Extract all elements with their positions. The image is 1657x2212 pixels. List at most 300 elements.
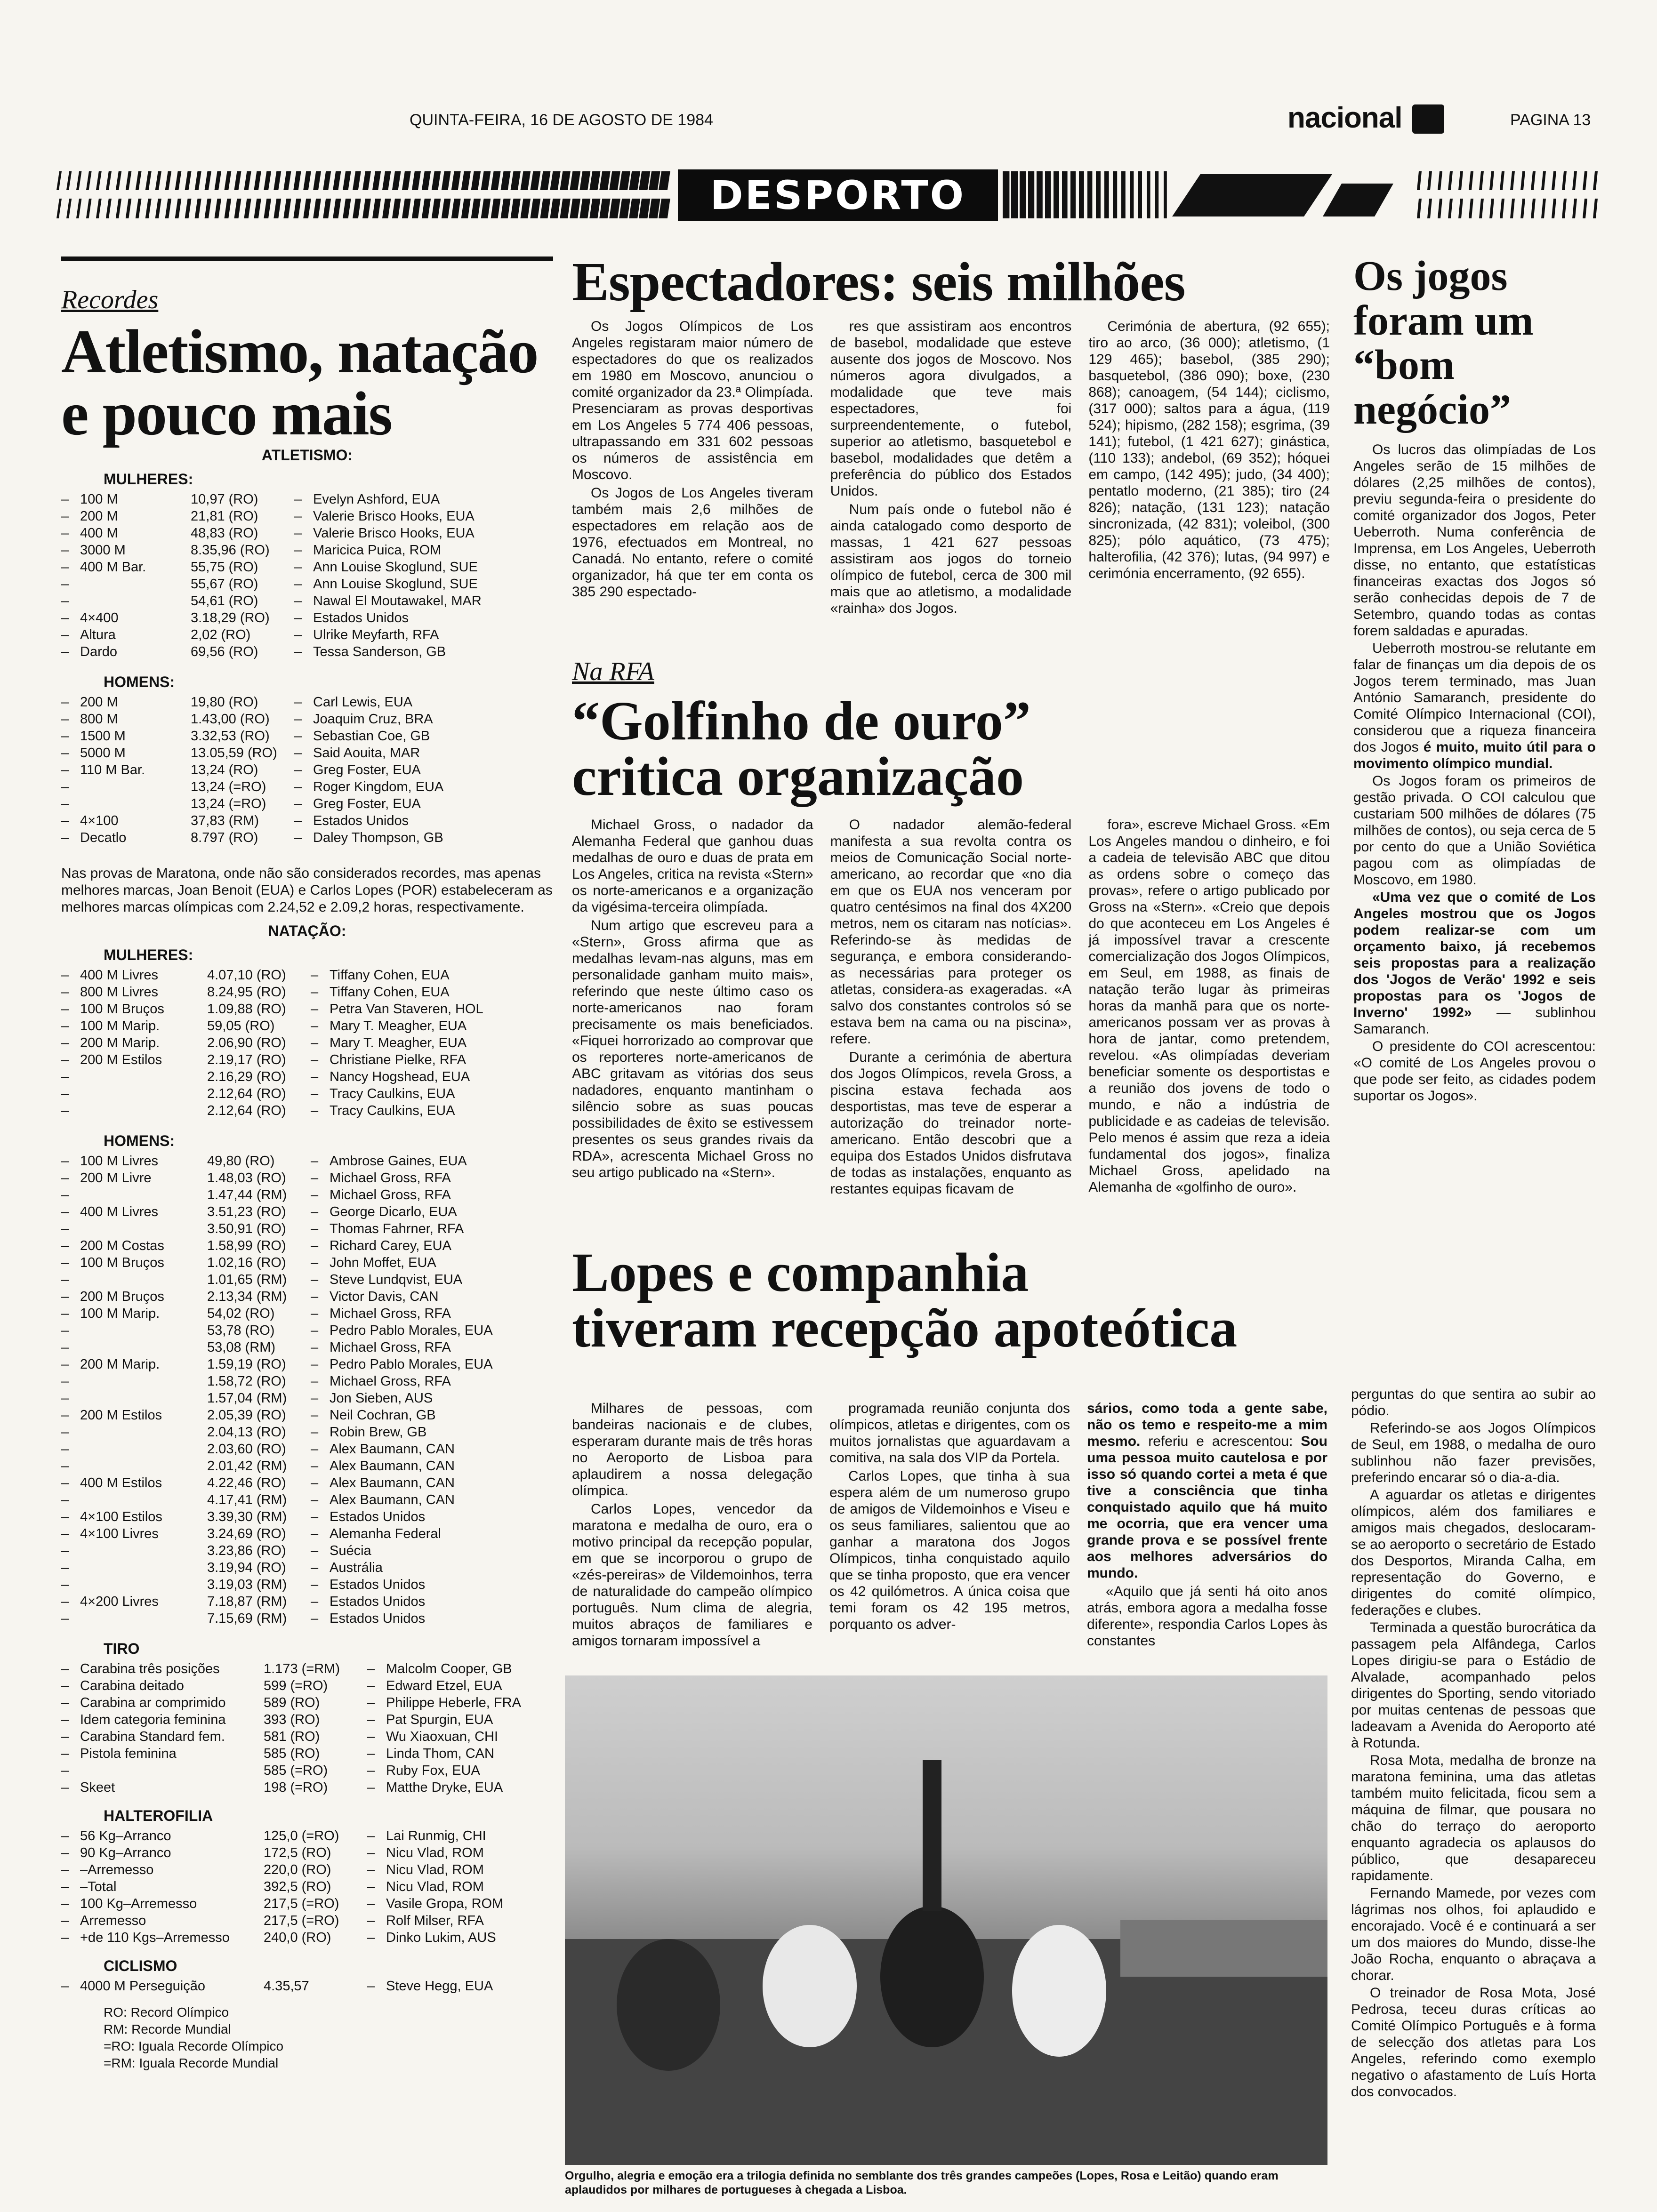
event-cell: 400 M Livres	[80, 1204, 159, 1219]
mark-cell: 125,0 (=RO)	[264, 1828, 339, 1843]
dash-cell: –	[61, 1492, 69, 1507]
dash-cell: –	[61, 1763, 69, 1778]
dash-cell: –	[311, 1086, 319, 1101]
stripe-mark	[540, 199, 550, 218]
dash-cell: –	[61, 1289, 69, 1304]
stripe-mark	[461, 171, 471, 190]
dash-cell: –	[61, 543, 69, 558]
mark-cell: 198 (=RO)	[264, 1780, 328, 1795]
legend-eq-rm: =RM: Iguala Recorde Mundial	[104, 2056, 279, 2070]
stripe-mark	[1130, 171, 1134, 218]
stripe-mark	[1062, 171, 1068, 218]
paragraph: perguntas do que sentira ao subir ao pódio.	[1351, 1387, 1596, 1419]
recordes-title-line2: e pouco mais	[61, 379, 392, 448]
dash-cell: –	[294, 830, 302, 845]
result-row	[61, 1508, 553, 1525]
athlete-cell: Maricica Puica, ROM	[313, 543, 442, 558]
recordes-article	[61, 256, 553, 2072]
stripe-mark	[501, 199, 511, 218]
dash-cell: –	[61, 1357, 69, 1372]
dash-cell: –	[61, 729, 69, 744]
negocio-title-line4: negócio”	[1353, 386, 1511, 433]
stripe-mark	[116, 171, 121, 190]
result-row	[61, 491, 553, 508]
event-cell	[80, 1576, 207, 1593]
result-row	[61, 1711, 553, 1728]
stripe-mark	[520, 199, 531, 218]
dash-cell: –	[61, 627, 69, 642]
dash-cell: –	[311, 1170, 319, 1186]
stripe-mark	[1438, 199, 1442, 218]
page-number: PAGINA 13	[1510, 111, 1591, 129]
dash-cell: –	[367, 1695, 375, 1710]
mark-cell: 220,0 (RO)	[264, 1862, 331, 1877]
athlete-cell: George Dicarlo, EUA	[330, 1204, 457, 1219]
dash-cell: –	[294, 712, 302, 727]
stripe-mark	[273, 199, 281, 218]
stripe-mark	[412, 171, 421, 190]
event-cell	[80, 1085, 207, 1102]
athlete-cell: Alex Baumann, CAN	[330, 1492, 455, 1507]
paragraph: Cerimónia de abertura, (92 655); tiro ao arco, (36 000); atletismo, (1 129 465); basebol, (385 290); basquetebol, (386 090); boxe, (230 868); canoagem, (54 144); ciclismo, (317 000); saltos para a água, (119 524); hipismo, (282 158); esgrima, (39 141); futebol, (1 421 627); ginástica, (110 133); andebol, (69 352); hóquei em campo, (142 495); judo, (34 400); pentatlo moderno, (21 385); tiro (24 826); natação, (131 123); natação sincronizada, (42 831); voleibol, (300 825); pólo aquático, (73 475); halterofilia, (42 376); lutas, (94 997) e cerimónia encerramento, (92 655).	[1088, 319, 1330, 581]
dash-cell: –	[61, 1086, 69, 1101]
lopes-col4	[1351, 1386, 1596, 2101]
athlete-cell: Philippe Heberle, FRA	[386, 1695, 521, 1710]
dash-cell: –	[61, 1475, 69, 1491]
result-row	[61, 1356, 553, 1373]
event-cell: Carabina deitado	[80, 1678, 184, 1693]
event-cell: 4×200 Livres	[80, 1594, 159, 1609]
event-cell: 5000 M	[80, 745, 126, 761]
mark-cell: 1.57,04 (RM)	[207, 1391, 287, 1406]
negocio-title-line3: “bom	[1353, 342, 1455, 388]
athlete-cell: Estados Unidos	[330, 1611, 426, 1626]
result-row	[61, 1779, 553, 1796]
stripe-mark	[599, 199, 610, 218]
stripe-mark	[1121, 171, 1126, 218]
event-cell: 3000 M	[80, 543, 126, 558]
stripe-mark	[599, 171, 610, 190]
stripe-mark	[570, 171, 580, 190]
dash-cell: –	[294, 813, 302, 828]
section-title-desporto: DESPORTO	[678, 169, 998, 221]
dash-cell: –	[61, 1442, 69, 1457]
event-cell: 4×400	[80, 610, 119, 625]
stripe-mark	[1070, 171, 1076, 218]
paragraph	[1353, 640, 1596, 772]
paragraph: Referindo-se aos Jogos Olímpicos de Seul, em 1988, o medalha de ouro sublinhou não fazer previsões, preferindo encarar só o dia-a-dia.	[1351, 1420, 1596, 1485]
athlete-cell: Daley Thompson, GB	[313, 830, 443, 845]
result-row	[61, 1170, 553, 1186]
stripe-mark	[205, 199, 211, 218]
negocio-title-line1: Os jogos	[1353, 253, 1508, 299]
stripe-mark	[1438, 171, 1442, 190]
stripe-mark	[1562, 171, 1567, 190]
result-row	[61, 1677, 553, 1694]
dash-cell: –	[61, 1879, 69, 1894]
dash-cell: –	[61, 695, 69, 710]
stripe-mark	[126, 199, 132, 218]
result-row	[61, 1929, 553, 1946]
athlete-cell: Rolf Milser, RFA	[386, 1913, 484, 1928]
dash-cell: –	[61, 745, 69, 761]
dash-cell: –	[311, 1306, 319, 1321]
dash-cell: –	[61, 1306, 69, 1321]
paragraph: Fernando Mamede, por vezes com lágrimas nos olhos, foi aplaudido e encorajado. Você é e continuará a ser um dos maiores do Mundo, disse-lhe João Rocha, enquanto o abraçava a chorar.	[1351, 1885, 1596, 1983]
stripe-mark	[1479, 171, 1484, 190]
golfinho-col1	[572, 817, 813, 1199]
stripe-mark	[1479, 199, 1484, 218]
stripe-mark	[1155, 171, 1158, 218]
mark-cell: 3.18,29 (RO)	[191, 610, 270, 625]
athlete-cell: Nancy Hogshead, EUA	[330, 1069, 470, 1084]
stripe-mark	[353, 171, 361, 190]
athlete-cell: Victor Davis, CAN	[330, 1289, 439, 1304]
stripe-mark	[244, 171, 251, 190]
stripe-mark	[481, 199, 491, 218]
stripe-mark	[106, 171, 112, 190]
result-row	[61, 694, 553, 711]
stripe-mark	[1510, 171, 1515, 190]
dash-cell: –	[61, 830, 69, 845]
athlete-cell: Ruby Fox, EUA	[386, 1763, 480, 1778]
legend-ro: RO: Record Olímpico	[104, 2005, 229, 2020]
athlete-cell: Alex Baumann, CAN	[330, 1459, 455, 1474]
event-cell	[80, 1458, 207, 1475]
natacao-homens-heading: HOMENS:	[104, 1132, 175, 1149]
stripe-mark	[540, 171, 550, 190]
stripe-mark	[1113, 171, 1117, 218]
result-row	[61, 559, 553, 576]
paragraph: O nadador alemão-federal manifesta a sua revolta contra os meios de Comunicação Social norte-americano, ao recordar que «no dia em que os EUA nos venceram por quatro centésimos na final dos 4X200 metros, nem os citaram nas notícias». Referindo-se às medidas de segurança, e embora considerando-as necessárias para proteger os atletas, considera-as exageradas. «A salvo dos constantes controlos só se estava bem na cama ou na piscina», refere.	[830, 817, 1072, 1047]
stripe-mark	[442, 199, 451, 218]
athlete-cell: Ann Louise Skoglund, SUE	[313, 577, 478, 592]
result-row	[61, 829, 553, 846]
dash-cell: –	[61, 712, 69, 727]
stripe-mark	[372, 199, 381, 218]
result-row	[61, 1018, 553, 1034]
stripe-mark	[392, 199, 401, 218]
event-cell: 56 Kg–Arranco	[80, 1828, 171, 1843]
result-row	[61, 1559, 553, 1576]
stripe-mark	[619, 199, 630, 218]
dash-cell: –	[294, 526, 302, 541]
dash-cell: –	[311, 1374, 319, 1389]
paragraph: A aguardar os atletas e dirigentes olímpicos, além dos familiares e amigos mais chegados, deslocaram-se ao aeroporto o secretário de Estado dos Desportos, Miranda Calha, em representação do Governo, e dirigentes do comité olímpico, federações e clubes.	[1351, 1487, 1596, 1618]
mark-cell: 54,61 (RO)	[191, 593, 258, 609]
stripe-mark	[649, 171, 660, 190]
dash-cell: –	[61, 1611, 69, 1626]
stripe-mark	[1458, 171, 1463, 190]
mark-cell: 1.48,03 (RO)	[207, 1170, 286, 1186]
stripe-mark	[244, 199, 251, 218]
mark-cell: 19,80 (RO)	[191, 695, 258, 710]
paragraph	[1353, 889, 1596, 1037]
dash-cell: –	[61, 1729, 69, 1744]
dash-cell: –	[367, 1678, 375, 1693]
athlete-cell: Estados Unidos	[330, 1577, 426, 1592]
stripe-mark	[1531, 199, 1536, 218]
event-cell: Carabina ar comprimido	[80, 1695, 226, 1710]
stripe-mark	[550, 171, 560, 190]
dash-cell: –	[311, 1509, 319, 1524]
dash-cell: –	[311, 1255, 319, 1270]
paragraph: Num país onde o futebol não é ainda catalogado como desporto de massas, 1 421 627 pessoas assistiram aos jogos do torneio olímpico de futebol, cerca de 300 mil mais que ao atletismo, a modalidade «rainha» dos Jogos.	[830, 502, 1072, 616]
dash-cell: –	[294, 762, 302, 777]
result-row	[61, 1475, 553, 1491]
stripe-mark	[264, 199, 271, 218]
negocio-title-line2: foram um	[1353, 297, 1534, 344]
dash-cell: –	[311, 1204, 319, 1219]
stripe-mark	[372, 171, 381, 190]
stripe-mark	[1572, 199, 1577, 218]
dash-cell: –	[311, 985, 319, 1000]
dash-cell: –	[61, 1780, 69, 1795]
athlete-cell: Suécia	[330, 1543, 371, 1558]
result-row	[61, 1542, 553, 1559]
event-cell: 200 M Estilos	[80, 1408, 162, 1423]
stripe-mark	[175, 171, 182, 190]
stripe-mark	[1011, 171, 1018, 218]
result-row	[61, 1844, 553, 1861]
paragraph: O treinador de Rosa Mota, José Pedrosa, teceu duras críticas ao Comité Olímpico Português e à forma de selecção dos atletas para Los Angeles, referindo como exemplo negativo o afastamento de Luís Horta dos convocados.	[1351, 1985, 1596, 2100]
result-row	[61, 1153, 553, 1170]
event-cell: Skeet	[80, 1780, 115, 1795]
athlete-cell: Pat Spurgin, EUA	[386, 1712, 493, 1727]
stripe-mark	[165, 171, 171, 190]
result-row	[61, 1745, 553, 1762]
result-row	[61, 1491, 553, 1508]
mark-cell: 3.24,69 (RO)	[207, 1526, 286, 1541]
event-cell: 4×100 Livres	[80, 1526, 159, 1541]
dash-cell: –	[61, 1069, 69, 1084]
dash-cell: –	[61, 1930, 69, 1945]
result-row	[61, 967, 553, 984]
stripe-mark	[175, 199, 182, 218]
newspaper-brand: nacional	[1287, 102, 1402, 134]
event-cell: 800 M Livres	[80, 985, 159, 1000]
natacao-heading: NATAÇÃO:	[268, 922, 346, 939]
athlete-cell: Pedro Pablo Morales, EUA	[330, 1323, 493, 1338]
dash-cell: –	[367, 1661, 375, 1676]
event-cell: Arremesso	[80, 1913, 146, 1928]
stripe-mark	[205, 171, 211, 190]
dash-cell: –	[61, 1509, 69, 1524]
athlete-cell: Christiane Pielke, RFA	[330, 1052, 467, 1067]
mark-cell: 1.01,65 (RM)	[207, 1272, 287, 1287]
event-cell	[80, 1559, 207, 1576]
dash-cell: –	[294, 695, 302, 710]
dash-cell: –	[61, 1712, 69, 1727]
event-cell	[80, 1220, 207, 1237]
mark-cell: 13,24 (=RO)	[191, 779, 266, 794]
stripe-mark	[1147, 171, 1150, 218]
stripe-mark	[214, 199, 221, 218]
athlete-cell: Nicu Vlad, ROM	[386, 1862, 484, 1877]
mark-cell: 1.173 (=RM)	[264, 1661, 340, 1676]
athlete-cell: Estados Unidos	[313, 610, 409, 625]
atletismo-homens-heading: HOMENS:	[104, 673, 175, 690]
athlete-cell: Michael Gross, RFA	[330, 1187, 451, 1202]
stripe-mark	[136, 199, 142, 218]
stripe-mark	[501, 171, 511, 190]
event-cell: 100 M	[80, 492, 118, 507]
lopes-title-line2: tiveram recepção apoteótica	[572, 1297, 1238, 1359]
result-row	[61, 626, 553, 643]
dash-cell: –	[311, 1526, 319, 1541]
result-row	[61, 812, 553, 829]
result-row	[61, 609, 553, 626]
paragraph: Durante a cerimónia de abertura dos Jogos Olímpicos, revela Gross, a piscina estava fechada aos desportistas, mas teve de esperar a autorização do treinador norte-americano. Então descobri que a equipa dos Estados Unidos disfrutava de todas as instalações, enquanto as restantes equipas ficavam de	[830, 1050, 1072, 1197]
negocio-title	[1353, 254, 1596, 432]
text-run-bold: Sou uma pessoa muito cautelosa e por isso só quando cortei a meta é que tive a consciência que tinha conquistado aquilo que há muito me ocorria, que era vencer uma grande prova e se possível frente aos melhores adversários do mundo.	[1087, 1434, 1327, 1581]
dash-cell: –	[311, 1154, 319, 1169]
stripe-mark	[224, 171, 231, 190]
stripe-mark	[1096, 171, 1101, 218]
stripe-mark	[136, 171, 142, 190]
stripe-mark	[481, 171, 491, 190]
dash-cell: –	[61, 1204, 69, 1219]
dash-cell: –	[367, 1896, 375, 1911]
natacao-mulheres-heading: MULHERES:	[104, 946, 193, 963]
mark-cell: 48,83 (RO)	[191, 526, 258, 541]
stripe-mark	[609, 199, 620, 218]
dash-cell: –	[294, 627, 302, 642]
dash-cell: –	[367, 1780, 375, 1795]
legend-eq-ro: =RO: Iguala Recorde Olímpico	[104, 2039, 284, 2053]
paragraph: «Aquilo que já senti há oito anos atrás, embora agora a medalha fosse diferente», respondia Carlos Lopes às constantes	[1087, 1584, 1327, 1649]
tiro-heading: TIRO	[104, 1640, 140, 1657]
dash-cell: –	[61, 1255, 69, 1270]
stripe-mark	[1003, 171, 1009, 218]
athlete-cell: Estados Unidos	[330, 1509, 426, 1524]
stripe-mark	[333, 171, 341, 190]
stripe-mark	[1552, 171, 1556, 190]
stripe-mark	[303, 171, 311, 190]
dash-cell: –	[294, 610, 302, 625]
stripe-mark	[412, 199, 421, 218]
event-cell: 100 M Bruços	[80, 1002, 164, 1017]
dash-cell: –	[61, 560, 69, 575]
mark-cell: 4.22,46 (RO)	[207, 1475, 286, 1491]
mark-cell: 585 (RO)	[264, 1746, 320, 1761]
event-cell: 100 M Marip.	[80, 1018, 160, 1034]
result-row	[61, 525, 553, 542]
dash-cell: –	[367, 1913, 375, 1928]
result-row	[61, 1220, 553, 1237]
athlete-cell: Nawal El Moutawakel, MAR	[313, 593, 482, 609]
stripe-mark	[362, 171, 371, 190]
result-row	[61, 1458, 553, 1475]
event-cell: 4×100 Estilos	[80, 1509, 162, 1524]
stripe-mark	[422, 171, 431, 190]
stripe-mark	[1087, 171, 1092, 218]
event-cell: Decatlo	[80, 830, 127, 845]
golfinho-col2	[830, 817, 1072, 1199]
dash-cell: –	[367, 1746, 375, 1761]
stripe-mark	[264, 171, 271, 190]
stripe-mark	[1562, 199, 1567, 218]
result-row	[61, 1034, 553, 1051]
result-row	[61, 1001, 553, 1018]
dash-cell: –	[311, 1442, 319, 1457]
dash-cell: –	[61, 1913, 69, 1928]
stripe-mark	[1079, 171, 1084, 218]
athlete-cell: Vasile Gropa, ROM	[386, 1896, 504, 1911]
stripe-mark	[254, 199, 261, 218]
mark-cell: 49,80 (RO)	[207, 1154, 275, 1169]
event-cell	[80, 1271, 207, 1288]
dash-cell: –	[311, 1035, 319, 1050]
mark-cell: 1.09,88 (RO)	[207, 1002, 286, 1017]
stripe-mark	[1417, 199, 1422, 218]
stripe-mark	[185, 199, 192, 218]
dash-cell: –	[311, 1103, 319, 1118]
mark-cell: 585 (=RO)	[264, 1763, 328, 1778]
dash-cell: –	[61, 1052, 69, 1067]
event-cell	[80, 593, 191, 609]
stripe-mark	[273, 171, 281, 190]
stripe-mark	[362, 199, 371, 218]
espectadores-title: Espectadores: seis milhões	[572, 251, 1185, 313]
athlete-cell: Carl Lewis, EUA	[313, 695, 413, 710]
stripe-mark	[1164, 171, 1167, 218]
athlete-cell: Valerie Brisco Hooks, EUA	[313, 526, 475, 541]
result-row	[61, 1728, 553, 1745]
dash-cell: –	[61, 1374, 69, 1389]
event-cell: 200 M Marip.	[80, 1035, 160, 1050]
mark-cell: 3.39,30 (RM)	[207, 1509, 287, 1524]
stripe-mark	[145, 171, 152, 190]
athlete-cell: Greg Foster, EUA	[313, 762, 421, 777]
event-cell: 100 Kg–Arremesso	[80, 1896, 197, 1911]
event-cell: Idem categoria feminina	[80, 1712, 226, 1727]
stripe-mark	[392, 171, 401, 190]
event-cell: 100 M Bruços	[80, 1255, 164, 1270]
result-row	[61, 1051, 553, 1068]
mark-cell: 8.35,96 (RO)	[191, 543, 270, 558]
stripe-mark	[165, 199, 171, 218]
dash-cell: –	[61, 1828, 69, 1843]
paragraph: Num artigo que escreveu para a «Stern», Gross afirma que as medalhas levam-nas alguns, mas em personalidade ganham muito mais», referindo que neste último caso os norte-americanos nao foram precisamente os mais beneficiados. «Fiquei horrorizado ao comprovar que os reporteres norte-americanos de ABC gritavam as vitórias dos seus nadadores, enquanto mantinham o silêncio sobre as suas poucas possibilidades de êxito se estivessem presentes os seus grandes rivais da RDA», acrescenta Michael Gross no seu artigo publicado na «Stern».	[572, 918, 813, 1180]
dash-cell: –	[311, 1187, 319, 1202]
result-row	[61, 1390, 553, 1407]
event-cell: +de 110 Kgs–Arremesso	[80, 1930, 230, 1945]
dash-cell: –	[61, 644, 69, 659]
athlete-cell: Michael Gross, RFA	[330, 1374, 451, 1389]
stripe-mark	[451, 171, 461, 190]
mark-cell: 3.32,53 (RO)	[191, 729, 270, 744]
athlete-cell: Michael Gross, RFA	[330, 1340, 451, 1355]
dash-cell: –	[294, 593, 302, 609]
stripe-mark	[629, 171, 640, 190]
text-run-bold: «Uma vez que o comité de Los Angeles mostrou que os Jogos podem realizar-se com um orçamento baixo, já recebemos seis propostas para a realização dos 'Jogos de Verão' 1992 e seis propostas para os 'Jogos de Inverno' 1992»	[1353, 890, 1596, 1020]
event-cell: 100 M Livres	[80, 1154, 159, 1169]
result-row	[61, 1978, 553, 1995]
text-run-bold: é muito, muito útil para o movimento olímpico mundial.	[1353, 739, 1596, 771]
athlete-cell: Steve Hegg, EUA	[386, 1979, 493, 1994]
dash-cell: –	[311, 1221, 319, 1236]
stripe-mark	[639, 199, 650, 218]
athlete-cell: Alemanha Federal	[330, 1526, 441, 1541]
stripe-mark	[560, 171, 571, 190]
event-cell	[80, 1441, 207, 1458]
athlete-cell: Estados Unidos	[313, 813, 409, 828]
stripe-mark	[76, 171, 81, 190]
event-cell: 200 M Livre	[80, 1170, 152, 1186]
dash-cell: –	[61, 1459, 69, 1474]
mark-cell: 3.50,91 (RO)	[207, 1221, 286, 1236]
